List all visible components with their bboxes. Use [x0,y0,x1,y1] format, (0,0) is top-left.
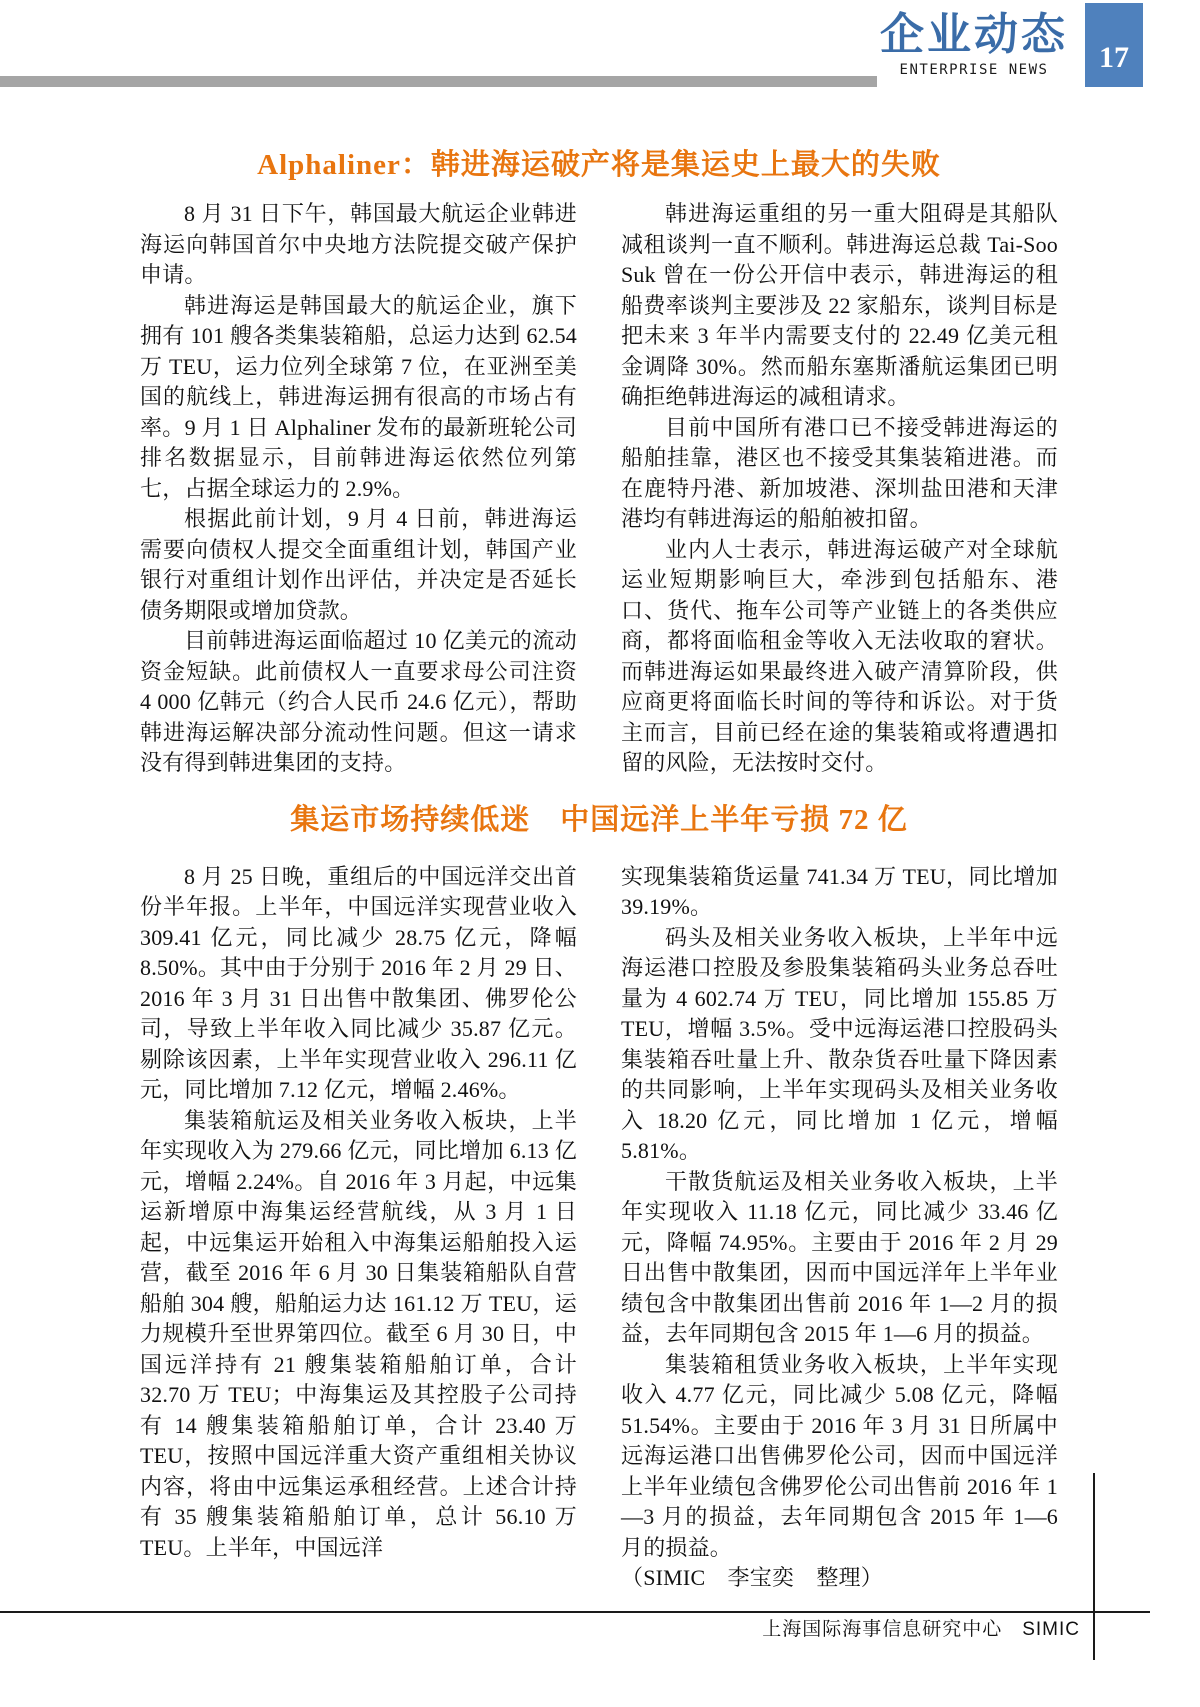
page-number: 17 [1099,41,1129,74]
article-attribution: （SIMIC 李宝奕 整理） [621,1565,883,1590]
paragraph-continuation: 实现集装箱货运量 741.34 万 TEU，同比增加 39.19%。 [621,863,1058,919]
paragraph: 韩进海运重组的另一重大阻碍是其船队减租谈判一直不顺利。韩进海运总裁 Tai-Soo Suk 曾在一份公开信中表示，韩进海运的租船费率谈判主要涉及 22 家船东，谈判目标是把未来 3 年半内需要支付的 22.49 亿美元租金调降 30%。然而船东塞斯潘航运集团已明确拒绝韩进海运的减租请求。 [621,201,1058,409]
paragraph: 8 月 25 日晚，重组后的中国远洋交出首份半年报。上半年，中国远洋实现营业收入 309.41 亿元，同比减少 28.75 亿元，降幅 8.50%。其中由于分别于 2016 年 2 月 29 日、2016 年 3 月 31 日出售中散集团、佛罗伦公司，导致上半年收入同比减少 35.87 亿元。剔除该因素，上半年实现营业收入 296.11 亿元，同比增加 7.12 亿元，增幅 2.46%。 [140,863,577,1102]
footer-publisher: 上海国际海事信息研究中心 SIMIC [762,1619,1080,1640]
footer-vertical-rule [1093,1473,1095,1660]
paragraph: 根据此前计划，9 月 4 日前，韩进海运需要向债权人提交全面重组计划，韩国产业银行对重组计划作出评估，并决定是否延长债务期限或增加贷款。 [140,506,577,623]
article-2-column-left [140,862,577,1594]
article-cosco [140,802,1058,1594]
article-1-column-left [140,199,577,779]
paragraph: 韩进海运是韩国最大的航运企业，旗下拥有 101 艘各类集装箱船，总运力达到 62.54 万 TEU，运力位列全球第 7 位，在亚洲至美国的航线上，韩进海运拥有很高的市场占有率。9 月 1 日 Alphaliner 发布的最新班轮公司排名数据显示，目前韩进海运依然位列第七，占据全球运力的 2.9%。 [140,292,577,501]
article-hanjin [140,147,1058,779]
article-1-title: Alphaliner：韩进海运破产将是集运史上最大的失败 [257,149,941,181]
paragraph: 干散货航运及相关业务收入板块，上半年实现收入 11.18 亿元，同比减少 33.46 亿元，降幅 74.95%。主要由于 2016 年 2 月 29 日出售中散集团，因而中国远洋年上半年业绩包含中散集团出售前 2016 年 1—2 月的损益，去年同期包含 2015 年 1—6 月的损益。 [621,1168,1058,1346]
article-2-columns [140,862,1058,1594]
page-content [140,147,1058,1594]
page-number-box [1085,3,1143,87]
article-2-title: 集运市场持续低迷 中国远洋上半年亏损 72 亿 [290,803,908,836]
paragraph: 目前中国所有港口已不接受韩进海运的船舶挂靠，港区也不接受其集装箱进港。而在鹿特丹港、新加坡港、深圳盐田港和天津港均有韩进海运的船舶被扣留。 [621,414,1058,531]
paragraph: 码头及相关业务收入板块，上半年中远海运港口控股及参股集装箱码头业务总吞吐量为 4 602.74 万 TEU，同比增加 155.85 万 TEU，增幅 3.5%。受中远海运港口控股码头集装箱吞吐量上升、散杂货吞吐量下降因素的共同影响，上半年实现码头及相关业务收入 18.20 亿元，同比增加 1 亿元，增幅 5.81%。 [621,924,1058,1163]
article-1-columns [140,199,1058,779]
paragraph: 业内人士表示，韩进海运破产对全球航运业短期影响巨大，牵涉到包括船东、港口、货代、拖车公司等产业链上的各类供应商，都将面临租金等收入无法收取的窘状。而韩进海运如果最终进入破产清算阶段，供应商更将面临长时间的等待和诉讼。对于货主而言，目前已经在途的集装箱或将遭遇扣留的风险，无法按时交付。 [621,536,1058,775]
section-title-cn: 企业动态 [880,10,1068,59]
article-2-column-right [621,862,1058,1594]
paragraph: 集装箱租赁业务收入板块，上半年实现收入 4.77 亿元，同比减少 5.08 亿元，降幅 51.54%。主要由于 2016 年 3 月 31 日所属中远海运港口出售佛罗伦公司，因而中国远洋上半年业绩包含佛罗伦公司出售前 2016 年 1—3 月的损益，去年同期包含 2015 年 1—6 月的损益。 [621,1351,1058,1560]
header-gray-bar [0,76,877,87]
footer-horizontal-rule [0,1611,1150,1613]
paragraph: 目前韩进海运面临超过 10 亿美元的流动资金短缺。此前债权人一直要求母公司注资 4 000 亿韩元（约合人民币 24.6 亿元），帮助韩进海运解决部分流动性问题。但这一请求没有得到韩进集团的支持。 [140,628,577,775]
article-1-column-right [621,199,1058,779]
section-title-en: ENTERPRISE NEWS [899,62,1049,78]
paragraph: 8 月 31 日下午，韩国最大航运企业韩进海运向韩国首尔中央地方法院提交破产保护申请。 [140,201,577,287]
paragraph: 集装箱航运及相关业务收入板块，上半年实现收入为 279.66 亿元，同比增加 6.13 亿元，增幅 2.24%。自 2016 年 3 月起，中远集运新增原中海集运经营航线，从 3 月 1 日起，中远集运开始租入中海集运船舶投入运营，截至 2016 年 6 月 30 日集装箱船队自营船舶 304 艘，船舶运力达 161.12 万 TEU，运力规模升至世界第四位。截至 6 月 30 日，中国远洋持有 21 艘集装箱船舶订单，合计 32.70 万 TEU；中海集运及其控股子公司持有 14 艘集装箱船舶订单，合计 23.40 万 TEU，按照中国远洋重大资产重组相关协议内容，将由中远集运承租经营。上述合计持有 35 艘集装箱船舶订单，总计 56.10 万 TEU。上半年，中国远洋 [140,1107,577,1560]
page-header [858,10,1090,79]
